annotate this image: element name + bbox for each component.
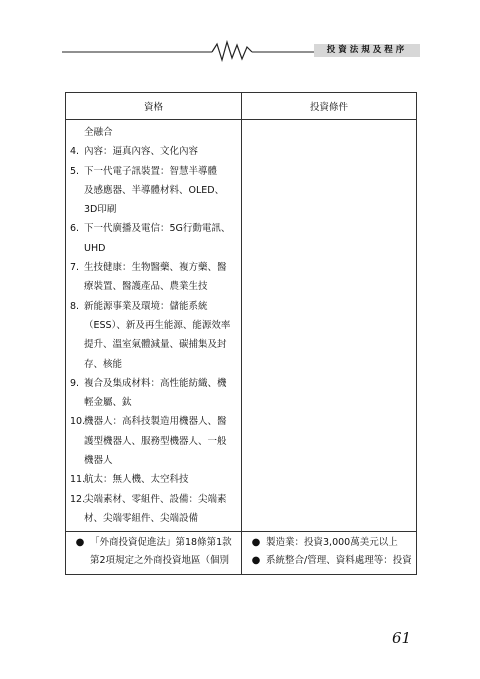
- list-item-line: [70, 335, 235, 354]
- list-item-line: [70, 258, 235, 277]
- table-row: [66, 532, 417, 575]
- list-item-text: 生技健康：生物醫藥、複方藥、醫: [84, 262, 227, 274]
- investment-table: [65, 92, 417, 575]
- continuation-line: 第2項規定之外商投資地區（個別: [90, 555, 230, 567]
- list-item-text: 全融合: [84, 127, 113, 138]
- list-item-line: [70, 297, 235, 316]
- list-item-line: [70, 123, 235, 142]
- list-item-text: 輕金屬、鈦: [84, 397, 132, 409]
- list-item-number: 7.: [70, 262, 80, 274]
- bottom-left-cell: [66, 532, 242, 575]
- header-title: 投資法規及程序: [314, 44, 420, 57]
- conditions-cell: [242, 120, 417, 532]
- list-item-number: 9.: [70, 377, 80, 389]
- list-item-text: 新能源事業及環境：儲能系統: [84, 300, 208, 312]
- list-item-line: [70, 277, 235, 296]
- list-item-line: [70, 470, 235, 489]
- list-item-text: 機器人：高科技製造用機器人、醫: [84, 416, 227, 428]
- list-item-text: UHD: [84, 242, 106, 254]
- bullet-icon: ●: [75, 537, 85, 549]
- list-item-text: 及感應器、半導體材料、OLED、: [84, 184, 225, 196]
- list-item-number: 6.: [70, 223, 80, 235]
- list-item-text: 內容：逼真內容、文化內容: [84, 146, 199, 158]
- list-item-line: [70, 219, 235, 238]
- bottom-right-cell: [242, 532, 417, 575]
- bullet-line: ● 系統整合/管理、資料處理等：投資: [246, 552, 412, 570]
- list-item-text: 3D印刷: [84, 204, 117, 216]
- list-item-text: 航太：無人機、太空科技: [84, 474, 189, 486]
- list-item-text: 存、核能: [84, 358, 123, 370]
- page-header: [62, 38, 420, 62]
- list-item-text: 護型機器人、服務型機器人、一般: [84, 435, 227, 447]
- list-item-number: 5.: [70, 165, 80, 177]
- list-item-line: [70, 181, 235, 200]
- column-header-qualification: 資格: [66, 93, 242, 120]
- list-item-line: [70, 374, 235, 393]
- list-item-number: 8.: [70, 300, 80, 312]
- list-item-line: [70, 432, 235, 451]
- list-item-number: 4.: [70, 146, 80, 158]
- list-item-text: 機器人: [84, 455, 113, 467]
- list-item-number: 11.: [70, 474, 86, 486]
- list-item-line: [70, 412, 235, 431]
- list-item-text: 提升、溫室氣體減量、碳捕集及封: [84, 339, 227, 351]
- list-item-line: [70, 509, 235, 528]
- list-item-line: [70, 162, 235, 181]
- list-item-line: [70, 451, 235, 470]
- list-item-text: 材、尖端零組件、尖端設備: [84, 512, 199, 524]
- list-item-line: [70, 239, 235, 258]
- column-header-conditions: 投資條件: [242, 93, 417, 120]
- bullet-icon: ●: [251, 555, 261, 567]
- list-item-text: 複合及集成材料：高性能紡織、機: [84, 377, 227, 389]
- list-item-text: 下一代廣播及電信：5G行動電訊、: [84, 223, 231, 235]
- list-item-text: 尖端素材、零組件、設備：尖端素: [84, 493, 227, 505]
- list-item-line: [70, 355, 235, 374]
- list-item-line: [70, 142, 235, 161]
- list-item-text: 下一代電子訊裝置：智慧半導體: [84, 165, 218, 177]
- table-row: [66, 120, 417, 532]
- list-item-line: [70, 490, 235, 509]
- bullet-line: ● 製造業：投資3,000萬美元以上: [246, 534, 412, 552]
- list-item-text: 療裝置、醫護產品、農業生技: [84, 281, 208, 293]
- list-item-number: 10.: [70, 416, 86, 428]
- list-item-text: （ESS）、新及再生能源、能源效率: [84, 319, 231, 331]
- bullet-line: ● 「外商投資促進法」第18條第1款: [70, 534, 237, 552]
- list-item-line: [70, 316, 235, 335]
- bullet-icon: ●: [251, 537, 261, 549]
- list-item-line: [70, 393, 235, 412]
- list-item-number: 12.: [70, 493, 86, 505]
- page-number: 61: [392, 629, 412, 647]
- list-item-line: [70, 200, 235, 219]
- qualification-list-cell: [66, 120, 242, 532]
